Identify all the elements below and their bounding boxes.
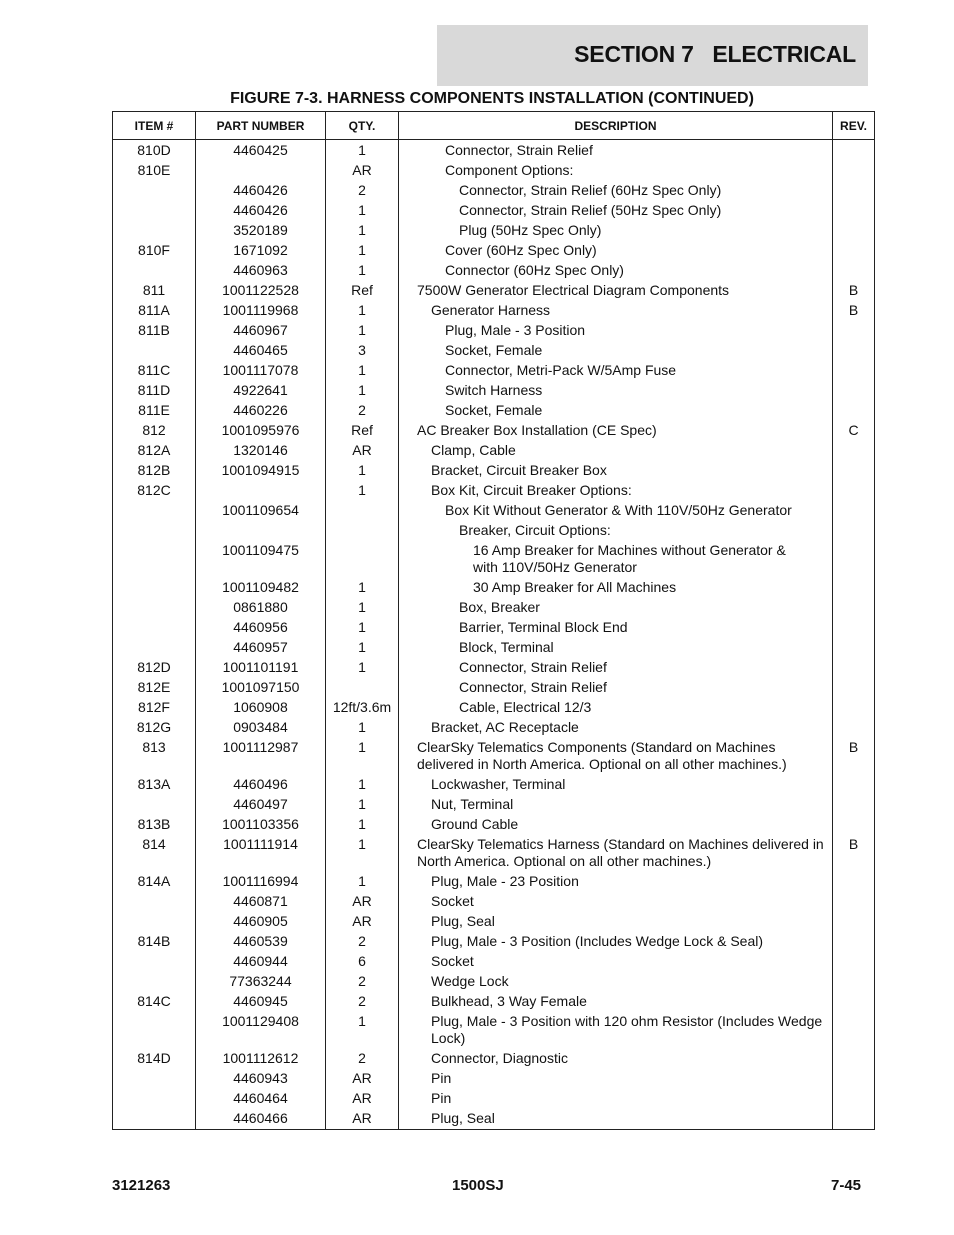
cell-quantity: 1	[326, 872, 399, 892]
cell-quantity: 1	[326, 1012, 399, 1049]
cell-part-number: 1001097150	[196, 678, 326, 698]
cell-item-number: 813B	[113, 815, 196, 835]
cell-description: Barrier, Terminal Block End	[399, 618, 833, 638]
cell-part-number: 1001103356	[196, 815, 326, 835]
cell-quantity: 1	[326, 261, 399, 281]
column-header-part-number: PART NUMBER	[196, 112, 326, 140]
table-row	[113, 421, 875, 441]
cell-part-number: 4460226	[196, 401, 326, 421]
cell-quantity: 1	[326, 815, 399, 835]
cell-revision	[833, 795, 875, 815]
cell-item-number	[113, 341, 196, 361]
cell-item-number: 812	[113, 421, 196, 441]
cell-description: Box Kit Without Generator & With 110V/50Hz Generator	[399, 501, 833, 521]
cell-revision	[833, 221, 875, 241]
cell-quantity: Ref	[326, 281, 399, 301]
cell-item-number	[113, 501, 196, 521]
cell-part-number: 4460426	[196, 201, 326, 221]
cell-part-number: 4460496	[196, 775, 326, 795]
table-row	[113, 1069, 875, 1089]
cell-description: Socket, Female	[399, 341, 833, 361]
cell-description: Box Kit, Circuit Breaker Options:	[399, 481, 833, 501]
cell-item-number	[113, 952, 196, 972]
cell-revision	[833, 241, 875, 261]
cell-revision: B	[833, 835, 875, 872]
table-row	[113, 718, 875, 738]
cell-description: Socket	[399, 952, 833, 972]
cell-revision	[833, 598, 875, 618]
cell-quantity: 2	[326, 972, 399, 992]
cell-revision	[833, 261, 875, 281]
cell-revision: B	[833, 738, 875, 775]
cell-part-number: 1001129408	[196, 1012, 326, 1049]
table-row	[113, 698, 875, 718]
parts-table	[112, 111, 875, 1130]
cell-item-number: 812C	[113, 481, 196, 501]
cell-part-number: 4460871	[196, 892, 326, 912]
cell-item-number	[113, 892, 196, 912]
cell-quantity: 1	[326, 221, 399, 241]
cell-part-number: 4460905	[196, 912, 326, 932]
cell-description: ClearSky Telematics Harness (Standard on Machines delivered in North America. Optional on all other machines.)	[399, 835, 833, 872]
cell-description: Plug (50Hz Spec Only)	[399, 221, 833, 241]
cell-revision	[833, 441, 875, 461]
cell-part-number: 1001116994	[196, 872, 326, 892]
cell-part-number: 4460956	[196, 618, 326, 638]
section-banner	[437, 25, 868, 86]
cell-item-number: 812G	[113, 718, 196, 738]
cell-item-number: 812E	[113, 678, 196, 698]
cell-revision	[833, 541, 875, 578]
cell-item-number: 810F	[113, 241, 196, 261]
cell-revision	[833, 1049, 875, 1069]
table-row	[113, 992, 875, 1012]
cell-quantity: 3	[326, 341, 399, 361]
cell-part-number: 1060908	[196, 698, 326, 718]
cell-quantity: 1	[326, 658, 399, 678]
cell-revision	[833, 381, 875, 401]
cell-revision: B	[833, 281, 875, 301]
table-row	[113, 1049, 875, 1069]
cell-revision	[833, 638, 875, 658]
cell-quantity: 1	[326, 618, 399, 638]
cell-description: Generator Harness	[399, 301, 833, 321]
table-row	[113, 341, 875, 361]
cell-description: Connector, Diagnostic	[399, 1049, 833, 1069]
cell-item-number	[113, 1012, 196, 1049]
cell-quantity: 1	[326, 835, 399, 872]
cell-revision	[833, 361, 875, 381]
cell-revision	[833, 341, 875, 361]
cell-item-number	[113, 261, 196, 281]
cell-quantity: AR	[326, 1089, 399, 1109]
cell-item-number	[113, 181, 196, 201]
cell-part-number: 4460963	[196, 261, 326, 281]
cell-description: Plug, Male - 3 Position with 120 ohm Resistor (Includes Wedge Lock)	[399, 1012, 833, 1049]
cell-revision	[833, 618, 875, 638]
cell-description: Bracket, AC Receptacle	[399, 718, 833, 738]
cell-part-number: 4460943	[196, 1069, 326, 1089]
cell-part-number: 1001101191	[196, 658, 326, 678]
cell-description: Pin	[399, 1069, 833, 1089]
cell-part-number: 1001112612	[196, 1049, 326, 1069]
cell-revision	[833, 481, 875, 501]
cell-part-number: 1001112987	[196, 738, 326, 775]
table-row	[113, 461, 875, 481]
cell-part-number: 77363244	[196, 972, 326, 992]
cell-revision	[833, 678, 875, 698]
cell-part-number: 1001117078	[196, 361, 326, 381]
cell-quantity: 1	[326, 361, 399, 381]
table-row	[113, 678, 875, 698]
table-row	[113, 638, 875, 658]
table-row	[113, 261, 875, 281]
cell-description: Block, Terminal	[399, 638, 833, 658]
cell-revision	[833, 698, 875, 718]
cell-description: Bulkhead, 3 Way Female	[399, 992, 833, 1012]
table-row	[113, 361, 875, 381]
table-row	[113, 241, 875, 261]
cell-description: Connector (60Hz Spec Only)	[399, 261, 833, 281]
cell-quantity: 1	[326, 241, 399, 261]
cell-quantity: AR	[326, 1109, 399, 1130]
cell-part-number: 4460466	[196, 1109, 326, 1130]
cell-revision	[833, 1012, 875, 1049]
cell-item-number: 811C	[113, 361, 196, 381]
cell-item-number: 811A	[113, 301, 196, 321]
cell-description: Plug, Male - 3 Position	[399, 321, 833, 341]
cell-revision	[833, 321, 875, 341]
cell-description: Plug, Seal	[399, 1109, 833, 1130]
table-row	[113, 578, 875, 598]
cell-description: Socket	[399, 892, 833, 912]
table-row	[113, 738, 875, 775]
cell-part-number: 4922641	[196, 381, 326, 401]
cell-part-number: 3520189	[196, 221, 326, 241]
table-row	[113, 281, 875, 301]
cell-revision	[833, 912, 875, 932]
cell-revision	[833, 401, 875, 421]
cell-revision	[833, 1069, 875, 1089]
cell-item-number	[113, 1089, 196, 1109]
table-row	[113, 598, 875, 618]
cell-item-number	[113, 598, 196, 618]
table-row	[113, 618, 875, 638]
cell-revision	[833, 775, 875, 795]
cell-quantity: 1	[326, 201, 399, 221]
table-row	[113, 795, 875, 815]
cell-quantity: 1	[326, 775, 399, 795]
cell-revision	[833, 140, 875, 162]
table-row	[113, 835, 875, 872]
table-header-row	[113, 112, 875, 140]
cell-description: Connector, Strain Relief (60Hz Spec Only)	[399, 181, 833, 201]
cell-quantity: 1	[326, 301, 399, 321]
cell-quantity: 2	[326, 181, 399, 201]
cell-item-number	[113, 795, 196, 815]
cell-description: Ground Cable	[399, 815, 833, 835]
cell-revision	[833, 1089, 875, 1109]
table-row	[113, 321, 875, 341]
cell-quantity	[326, 501, 399, 521]
table-row	[113, 952, 875, 972]
cell-quantity: 1	[326, 481, 399, 501]
footer-page-number: 7-45	[831, 1177, 862, 1194]
cell-part-number	[196, 521, 326, 541]
cell-quantity: 1	[326, 381, 399, 401]
cell-description: Connector, Strain Relief	[399, 140, 833, 162]
cell-part-number: 1001109482	[196, 578, 326, 598]
table-row	[113, 521, 875, 541]
cell-item-number: 813	[113, 738, 196, 775]
cell-revision	[833, 578, 875, 598]
cell-quantity: 6	[326, 952, 399, 972]
cell-revision	[833, 161, 875, 181]
footer-model: 1500SJ	[452, 1177, 504, 1194]
cell-revision	[833, 501, 875, 521]
cell-part-number: 1671092	[196, 241, 326, 261]
table-row	[113, 892, 875, 912]
cell-description: Box, Breaker	[399, 598, 833, 618]
cell-item-number: 814	[113, 835, 196, 872]
cell-item-number	[113, 521, 196, 541]
table-row	[113, 1109, 875, 1130]
table-row	[113, 301, 875, 321]
cell-quantity: 1	[326, 795, 399, 815]
cell-description: Breaker, Circuit Options:	[399, 521, 833, 541]
cell-item-number	[113, 578, 196, 598]
cell-description: Connector, Metri-Pack W/5Amp Fuse	[399, 361, 833, 381]
cell-item-number: 814D	[113, 1049, 196, 1069]
column-header-description: DESCRIPTION	[399, 112, 833, 140]
cell-description: Connector, Strain Relief (50Hz Spec Only)	[399, 201, 833, 221]
cell-part-number: 4460497	[196, 795, 326, 815]
table-row	[113, 441, 875, 461]
cell-item-number: 811D	[113, 381, 196, 401]
cell-part-number	[196, 481, 326, 501]
cell-revision	[833, 992, 875, 1012]
cell-item-number	[113, 1109, 196, 1130]
cell-revision	[833, 815, 875, 835]
cell-description: Connector, Strain Relief	[399, 678, 833, 698]
cell-part-number: 1001109654	[196, 501, 326, 521]
table-row	[113, 181, 875, 201]
cell-quantity: AR	[326, 1069, 399, 1089]
table-row	[113, 140, 875, 162]
cell-quantity: 1	[326, 598, 399, 618]
cell-revision	[833, 201, 875, 221]
cell-item-number	[113, 638, 196, 658]
table-row	[113, 501, 875, 521]
cell-revision	[833, 892, 875, 912]
cell-item-number	[113, 912, 196, 932]
cell-part-number: 4460464	[196, 1089, 326, 1109]
table-row	[113, 658, 875, 678]
cell-item-number	[113, 618, 196, 638]
cell-item-number: 811	[113, 281, 196, 301]
cell-description: Lockwasher, Terminal	[399, 775, 833, 795]
cell-quantity: 2	[326, 932, 399, 952]
cell-item-number: 814B	[113, 932, 196, 952]
cell-quantity	[326, 541, 399, 578]
cell-description: Bracket, Circuit Breaker Box	[399, 461, 833, 481]
cell-part-number: 4460465	[196, 341, 326, 361]
cell-item-number: 812F	[113, 698, 196, 718]
cell-quantity	[326, 678, 399, 698]
table-row	[113, 481, 875, 501]
cell-revision	[833, 718, 875, 738]
cell-description: Connector, Strain Relief	[399, 658, 833, 678]
cell-part-number: 1320146	[196, 441, 326, 461]
cell-part-number: 4460967	[196, 321, 326, 341]
cell-item-number	[113, 201, 196, 221]
table-row	[113, 401, 875, 421]
cell-part-number: 4460426	[196, 181, 326, 201]
column-header-item: ITEM #	[113, 112, 196, 140]
footer-document-number: 3121263	[112, 1177, 171, 1194]
cell-part-number: 1001111914	[196, 835, 326, 872]
cell-revision	[833, 658, 875, 678]
cell-quantity: 1	[326, 738, 399, 775]
table-row	[113, 932, 875, 952]
cell-revision	[833, 932, 875, 952]
cell-quantity: AR	[326, 161, 399, 181]
cell-description: Plug, Male - 3 Position (Includes Wedge Lock & Seal)	[399, 932, 833, 952]
cell-description: Plug, Seal	[399, 912, 833, 932]
table-row	[113, 1089, 875, 1109]
table-row	[113, 872, 875, 892]
cell-revision	[833, 521, 875, 541]
cell-description: ClearSky Telematics Components (Standard on Machines delivered in North America. Optional on all other machines.)	[399, 738, 833, 775]
table-row	[113, 775, 875, 795]
cell-quantity: 1	[326, 578, 399, 598]
section-title: SECTION 7 ELECTRICAL	[574, 41, 856, 67]
cell-revision	[833, 1109, 875, 1130]
table-row	[113, 1012, 875, 1049]
cell-description: AC Breaker Box Installation (CE Spec)	[399, 421, 833, 441]
cell-description: Clamp, Cable	[399, 441, 833, 461]
table-row	[113, 912, 875, 932]
table-row	[113, 972, 875, 992]
cell-part-number: 4460425	[196, 140, 326, 162]
cell-part-number: 4460944	[196, 952, 326, 972]
table-row	[113, 161, 875, 181]
cell-item-number: 814C	[113, 992, 196, 1012]
cell-revision	[833, 461, 875, 481]
cell-item-number: 813A	[113, 775, 196, 795]
cell-part-number: 1001119968	[196, 301, 326, 321]
cell-part-number: 1001109475	[196, 541, 326, 578]
cell-description: Socket, Female	[399, 401, 833, 421]
cell-quantity: AR	[326, 912, 399, 932]
cell-item-number: 810D	[113, 140, 196, 162]
cell-description: 30 Amp Breaker for All Machines	[399, 578, 833, 598]
cell-quantity	[326, 521, 399, 541]
cell-part-number: 4460539	[196, 932, 326, 952]
cell-description: 7500W Generator Electrical Diagram Components	[399, 281, 833, 301]
column-header-qty: QTY.	[326, 112, 399, 140]
parts-table-body	[113, 140, 875, 1130]
cell-description: Cover (60Hz Spec Only)	[399, 241, 833, 261]
cell-item-number: 812A	[113, 441, 196, 461]
cell-item-number: 812D	[113, 658, 196, 678]
cell-quantity: 1	[326, 638, 399, 658]
cell-quantity: 1	[326, 461, 399, 481]
cell-revision	[833, 952, 875, 972]
cell-revision	[833, 972, 875, 992]
cell-description: Switch Harness	[399, 381, 833, 401]
cell-quantity: 1	[326, 140, 399, 162]
cell-quantity: AR	[326, 892, 399, 912]
table-row	[113, 201, 875, 221]
cell-quantity: 2	[326, 992, 399, 1012]
cell-revision	[833, 872, 875, 892]
cell-item-number: 811E	[113, 401, 196, 421]
cell-quantity: AR	[326, 441, 399, 461]
cell-quantity: 1	[326, 718, 399, 738]
column-header-rev: REV.	[833, 112, 875, 140]
cell-part-number: 0903484	[196, 718, 326, 738]
cell-item-number: 812B	[113, 461, 196, 481]
cell-item-number: 810E	[113, 161, 196, 181]
table-row	[113, 541, 875, 578]
cell-part-number: 1001095976	[196, 421, 326, 441]
cell-item-number: 814A	[113, 872, 196, 892]
cell-item-number	[113, 972, 196, 992]
table-row	[113, 381, 875, 401]
cell-description: Cable, Electrical 12/3	[399, 698, 833, 718]
cell-revision	[833, 181, 875, 201]
cell-quantity: Ref	[326, 421, 399, 441]
cell-part-number: 1001094915	[196, 461, 326, 481]
table-row	[113, 815, 875, 835]
cell-revision: C	[833, 421, 875, 441]
cell-part-number: 4460945	[196, 992, 326, 1012]
cell-quantity: 2	[326, 1049, 399, 1069]
cell-quantity: 1	[326, 321, 399, 341]
cell-item-number	[113, 221, 196, 241]
cell-description: Wedge Lock	[399, 972, 833, 992]
cell-part-number: 1001122528	[196, 281, 326, 301]
cell-quantity: 2	[326, 401, 399, 421]
cell-description: Component Options:	[399, 161, 833, 181]
cell-item-number	[113, 1069, 196, 1089]
cell-description: 16 Amp Breaker for Machines without Generator & with 110V/50Hz Generator	[399, 541, 833, 578]
table-row	[113, 221, 875, 241]
cell-description: Pin	[399, 1089, 833, 1109]
cell-part-number: 4460957	[196, 638, 326, 658]
cell-revision: B	[833, 301, 875, 321]
cell-item-number	[113, 541, 196, 578]
cell-description: Nut, Terminal	[399, 795, 833, 815]
cell-description: Plug, Male - 23 Position	[399, 872, 833, 892]
cell-part-number	[196, 161, 326, 181]
cell-item-number: 811B	[113, 321, 196, 341]
figure-title: FIGURE 7-3. HARNESS COMPONENTS INSTALLATION (CONTINUED)	[230, 90, 754, 107]
cell-quantity: 12ft/3.6m	[326, 698, 399, 718]
cell-part-number: 0861880	[196, 598, 326, 618]
